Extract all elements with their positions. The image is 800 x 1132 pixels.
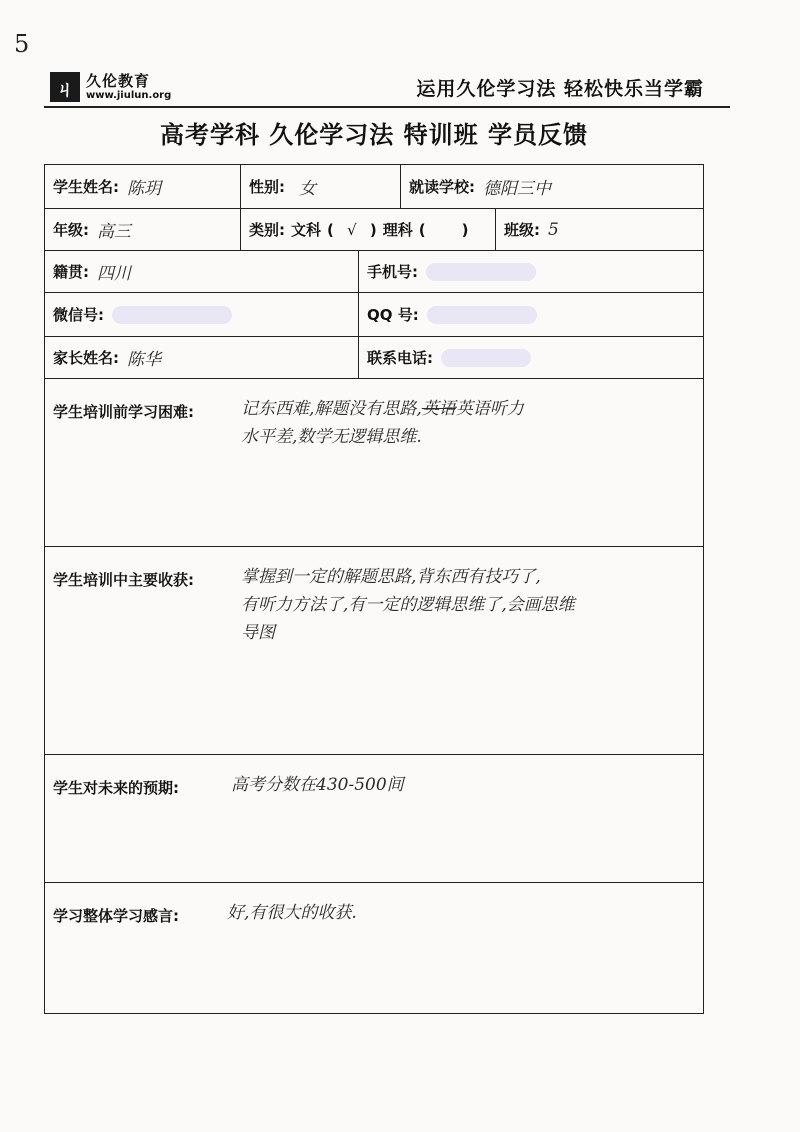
category-arts-label: 文科 [291,221,322,239]
qq-redacted-value [427,306,537,324]
phone-label: 手机号: [367,263,418,281]
difficulties-label: 学生培训前学习困难: [53,403,194,421]
contact-field [358,337,703,378]
section-difficulties [45,379,703,547]
school-value: 德阳三中 [483,179,551,199]
qq-field [358,293,703,336]
name-label: 学生姓名: [53,178,119,196]
wechat-redacted-value [112,306,232,324]
difficulties-text: 记东西难,解题没有思路,英语英语听力 水平差,数学无逻辑思维. [241,399,524,447]
form-row-basic [45,165,703,209]
form-row-hometown [45,251,703,293]
grade-field [45,209,240,250]
slogan: 运用久伦学习法 轻松快乐当学霸 [416,78,704,100]
form-row-parent [45,337,703,379]
parent-label: 家长姓名: [53,349,119,367]
section-expectations [45,755,703,883]
category-field: 类别: 文科 ( √ ) 理科 ( ) [240,209,495,250]
gender-value: 女 [299,179,316,199]
expectations-text: 高考分数在430-500间 [231,775,404,795]
name-field [45,165,240,208]
category-label: 类别: [249,221,285,239]
phone-redacted-value [426,263,536,281]
difficulties-struck-text: 英语 [421,399,456,419]
form-row-grade [45,209,703,251]
class-field [495,209,703,250]
reflection-text: 好,有很大的收获. [227,903,357,923]
category-arts-mark: √ [347,220,357,239]
logo-icon: ㄐ [50,72,80,102]
parent-field [45,337,358,378]
hometown-label: 籍贯: [53,263,89,281]
contact-redacted-value [441,349,531,367]
document-title: 高考学科 久伦学习法 特训班 学员反馈 [159,121,589,149]
grade-label: 年级: [53,221,89,239]
wechat-label: 微信号: [53,306,104,324]
logo-name: 久伦教育 [86,72,151,91]
brand-logo [50,70,171,104]
gains-text: 掌握到一定的解题思路,背东西有技巧了, 有听力方法了,有一定的逻辑思维了,会画思维 导图 [241,567,575,643]
section-gains [45,547,703,755]
name-value: 陈玥 [127,179,161,199]
class-value: 5 [548,219,559,240]
section-reflection [45,883,703,1013]
form-row-wechat [45,293,703,337]
contact-label: 联系电话: [367,349,433,367]
category-science-label: 理科 [382,221,413,239]
hometown-field [45,251,358,292]
phone-field [358,251,703,292]
qq-label: QQ 号: [367,306,419,324]
class-label: 班级: [504,221,540,239]
school-field [400,165,703,208]
header-divider [44,106,730,108]
gender-label: 性别: [249,178,285,196]
gender-field [240,165,400,208]
hometown-value: 四川 [97,264,131,284]
school-label: 就读学校: [409,178,475,196]
reflection-label: 学习整体学习感言: [53,907,179,925]
page-number-mark: 5 [14,30,30,58]
grade-value: 高三 [97,222,131,242]
parent-value: 陈华 [127,350,161,370]
gains-label: 学生培训中主要收获: [53,571,194,589]
logo-url: www.jiulun.org [86,89,172,101]
wechat-field [45,293,358,336]
expectations-label: 学生对未来的预期: [53,779,179,797]
feedback-form [44,164,704,1014]
